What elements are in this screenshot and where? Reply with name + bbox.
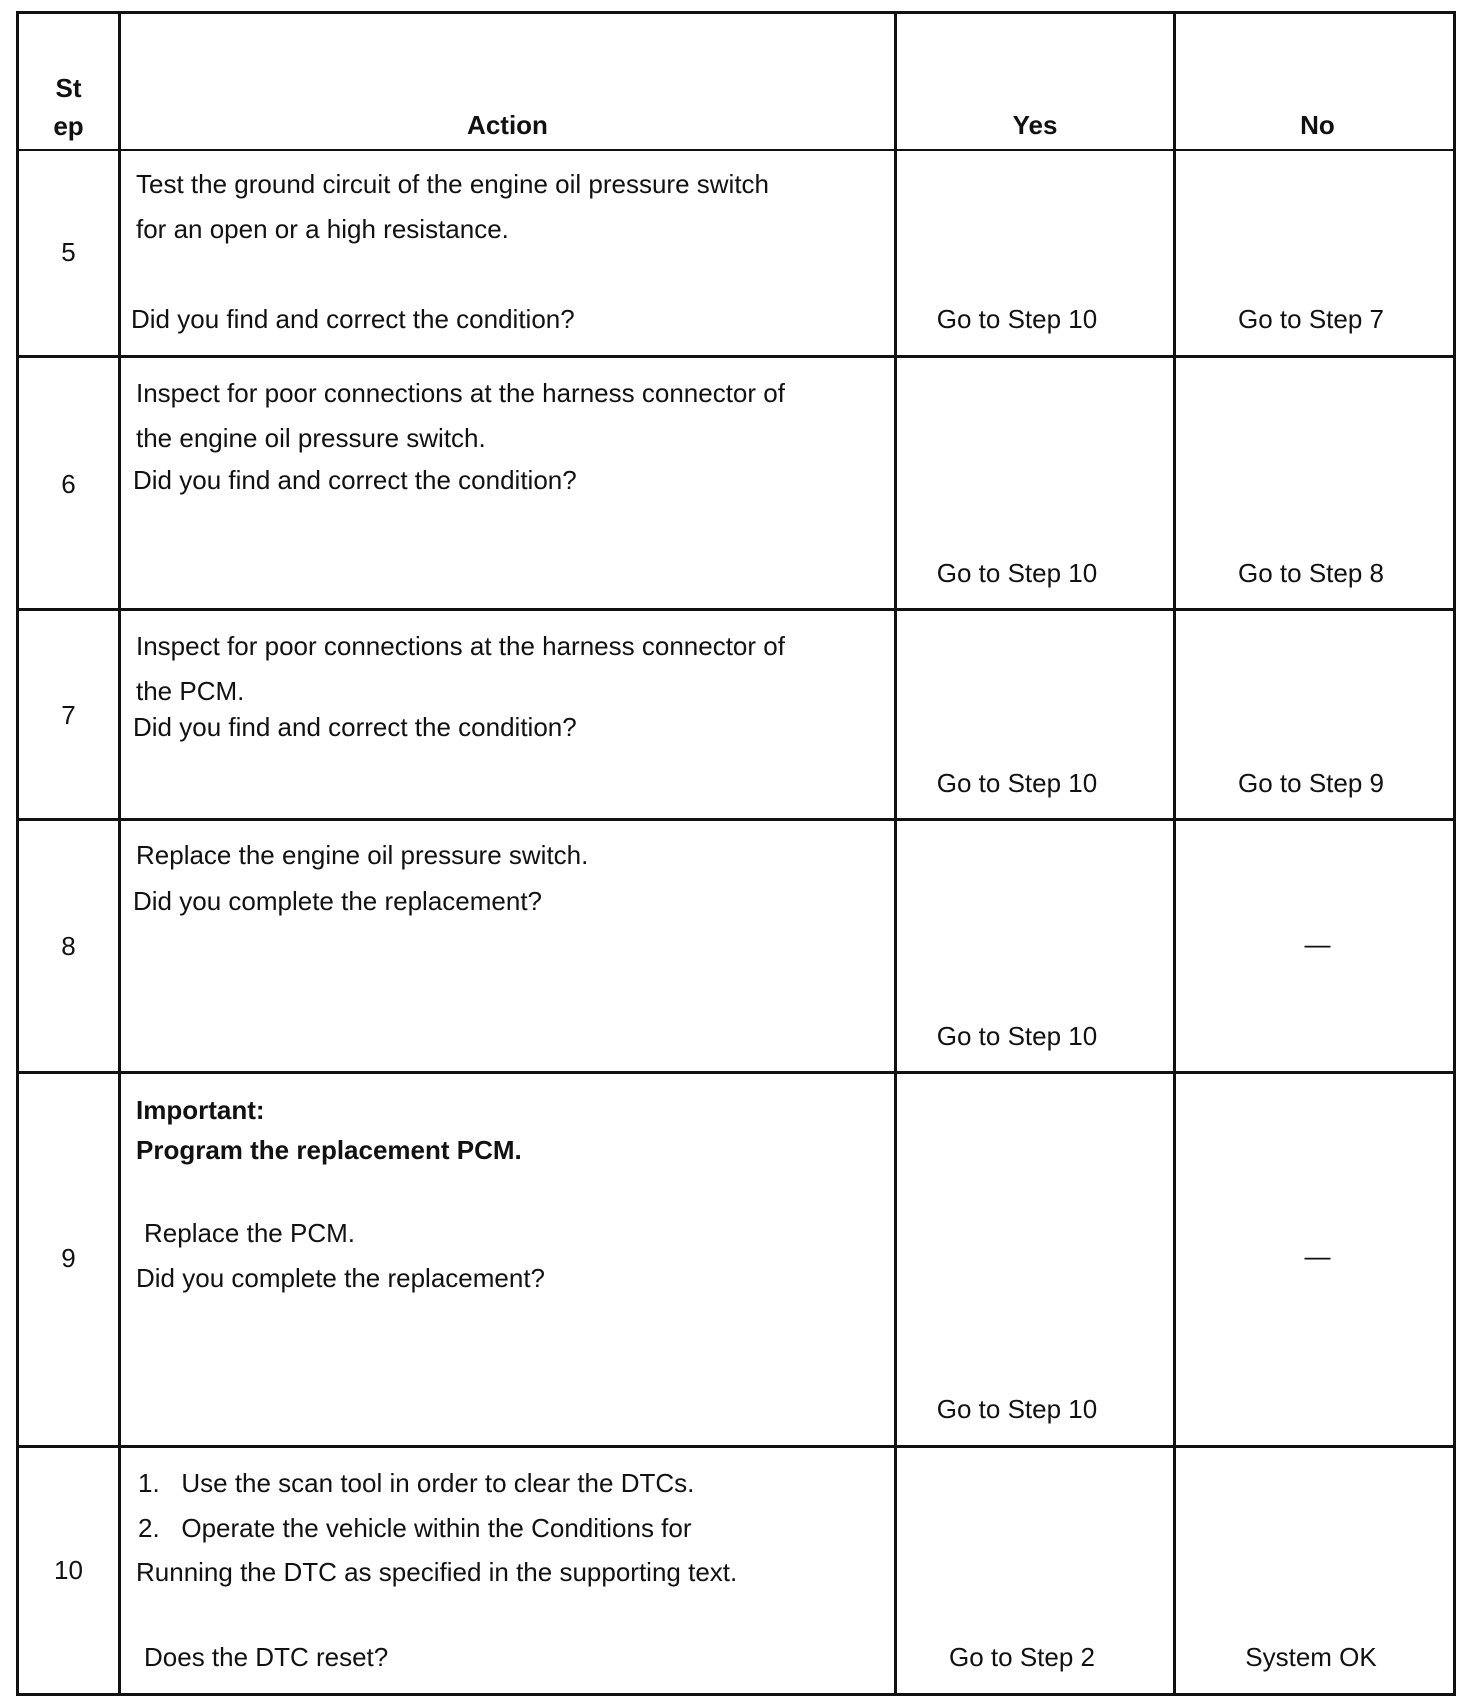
step-number: 8	[61, 931, 76, 961]
no-result-dash: —	[1304, 1241, 1331, 1271]
action-text: Running the DTC as specified in the supporting text.	[136, 1557, 738, 1587]
important-title: Important:	[136, 1095, 265, 1125]
header-yes: Yes	[1012, 110, 1058, 140]
action-question: Did you complete the replacement?	[136, 1263, 546, 1293]
yes-result: Go to Step 10	[936, 1394, 1098, 1424]
action-text: Replace the PCM.	[144, 1218, 355, 1248]
action-text: Inspect for poor connections at the harness connector of	[136, 631, 785, 661]
row-divider	[19, 608, 1453, 611]
no-result-dash: —	[1304, 929, 1331, 959]
no-result: Go to Step 9	[1238, 768, 1384, 798]
yes-result: Go to Step 2	[949, 1642, 1095, 1672]
row-divider	[19, 818, 1453, 821]
yes-result: Go to Step 10	[936, 558, 1098, 588]
col-divider-action	[894, 14, 897, 1693]
step-number: 10	[54, 1555, 83, 1585]
row-divider	[19, 355, 1453, 358]
important-text: Program the replacement PCM.	[136, 1135, 522, 1165]
step-number: 5	[61, 237, 76, 267]
step-number: 9	[61, 1243, 76, 1273]
step-number: 6	[61, 469, 76, 499]
no-result: System OK	[1245, 1642, 1377, 1672]
header-step: St ep	[53, 73, 84, 141]
action-question: Does the DTC reset?	[144, 1642, 389, 1672]
action-text: Replace the engine oil pressure switch.	[136, 840, 589, 870]
yes-result: Go to Step 10	[936, 1021, 1098, 1051]
yes-result: Go to Step 10	[936, 768, 1098, 798]
row-divider	[19, 1071, 1453, 1074]
col-divider-yes	[1173, 14, 1176, 1693]
header-no: No	[1300, 110, 1335, 140]
action-text: the PCM.	[136, 676, 245, 706]
action-list-item: 2. Operate the vehicle within the Conditions for	[138, 1513, 692, 1543]
no-result: Go to Step 8	[1238, 558, 1384, 588]
action-question: Did you find and correct the condition?	[133, 712, 577, 742]
no-result: Go to Step 7	[1238, 304, 1384, 334]
action-text: the engine oil pressure switch.	[136, 423, 486, 453]
header-action: Action	[467, 110, 548, 140]
action-text: Inspect for poor connections at the harness connector of	[136, 378, 785, 408]
action-question: Did you complete the replacement?	[133, 886, 543, 916]
step-number: 7	[61, 700, 76, 730]
yes-result: Go to Step 10	[936, 304, 1098, 334]
action-text: for an open or a high resistance.	[136, 214, 509, 244]
action-question: Did you find and correct the condition?	[131, 304, 575, 334]
action-text: Test the ground circuit of the engine oil pressure switch	[136, 169, 770, 199]
col-divider-step	[118, 14, 121, 1693]
row-divider	[19, 1445, 1453, 1448]
header-divider	[19, 149, 1453, 151]
diagnostic-table	[16, 11, 1456, 1696]
action-question: Did you find and correct the condition?	[133, 465, 577, 495]
action-list-item: 1. Use the scan tool in order to clear the DTCs.	[138, 1468, 695, 1498]
